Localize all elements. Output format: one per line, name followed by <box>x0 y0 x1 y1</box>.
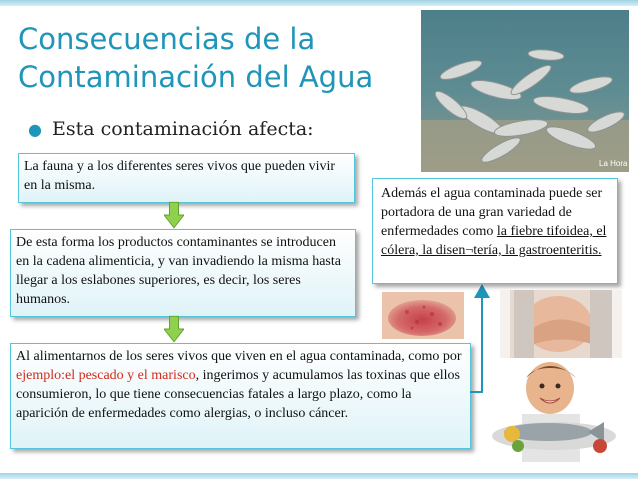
consumption-example-highlight: ejemplo:el pescado y el marisco <box>16 368 196 383</box>
bullet-text: Esta contaminación afecta: <box>51 118 314 140</box>
stomach-ache-image <box>500 290 622 358</box>
down-arrow-2 <box>164 315 184 343</box>
dead-fish-image <box>421 10 629 172</box>
dead-fish-photo <box>421 10 629 172</box>
boy-with-fish-photo <box>488 360 622 462</box>
diseases-box <box>372 178 618 284</box>
diseases-intro: Además el agua contaminada puede ser portadora de una gran variedad de enfermedades como <box>381 186 603 239</box>
bullet-icon: ● <box>28 120 42 139</box>
consumption-text-end: , ingerimos y acumulamos las toxinas que ellos consumieron, lo que tiene consecuencias fatales a largo plazo, como la aparición de enfermedades como alergias, o incluso cáncer. <box>16 368 461 421</box>
down-arrow-1 <box>164 201 184 229</box>
photo-watermark: La Hora <box>599 159 628 168</box>
fauna-box: La fauna y a los diferentes seres vivos que pueden vivir en la misma. <box>18 153 355 203</box>
skin-rash-photo <box>382 292 464 339</box>
consumption-text-start: Al alimentarnos de los seres vivos que viven en el agua contaminada, como por <box>16 349 462 364</box>
top-decor-bar <box>0 0 638 6</box>
title-line-2: Contaminación del Agua <box>18 60 374 94</box>
diseases-list: la fiebre tifoidea, el cólera, la disen¬tería, la gastroenteritis. <box>381 224 607 258</box>
stomach-ache-photo <box>500 290 622 358</box>
title-line-1: Consecuencias de la <box>18 22 316 56</box>
boy-with-fish-image <box>488 360 622 462</box>
food-chain-box: De esta forma los productos contaminantes se introducen en la cadena alimenticia, y van invadiendo la misma hasta llegar a los eslabones superiores, es decir, los seres humanos. <box>10 229 356 317</box>
bottom-decor-bar <box>0 473 638 479</box>
slide-title <box>18 20 373 96</box>
consumption-box <box>10 343 471 449</box>
skin-rash-image <box>382 292 464 339</box>
bullet-item <box>28 118 314 140</box>
